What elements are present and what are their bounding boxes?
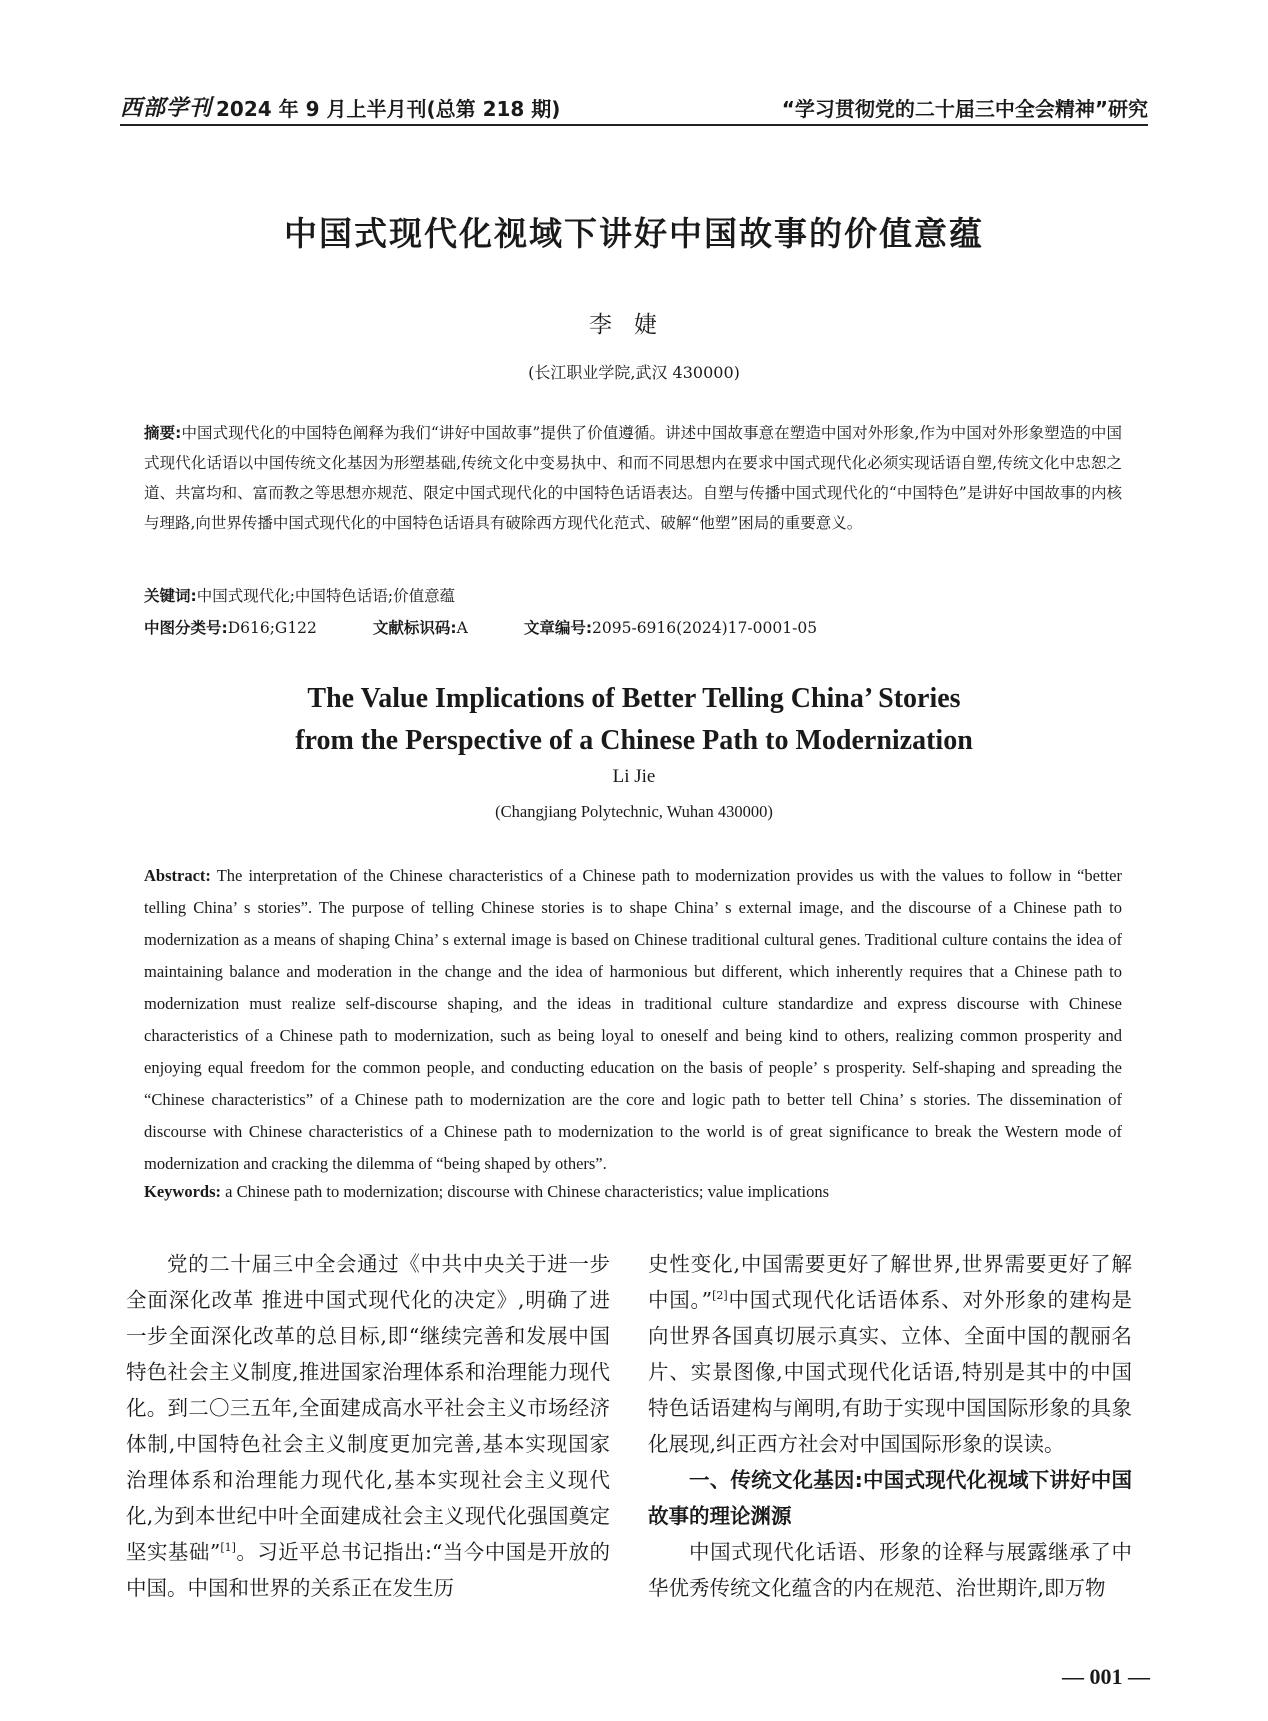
abstract-en-label: Abstract: xyxy=(144,866,211,885)
paper-title-cn: 中国式现代化视域下讲好中国故事的价值意蕴 xyxy=(284,214,984,253)
clc-value: D616;G122 xyxy=(227,619,317,637)
clc-label: 中图分类号: xyxy=(144,619,228,637)
article-no-value: 2095-6916(2024)17-0001-05 xyxy=(592,619,818,637)
citation-ref[interactable]: [1] xyxy=(220,1541,236,1554)
affiliation-en: (Changjiang Polytechnic, Wuhan 430000) xyxy=(495,802,773,821)
body-column-right xyxy=(648,1246,1132,1606)
keywords-cn-label: 关键词: xyxy=(144,587,197,605)
body-paragraph xyxy=(126,1246,610,1606)
title-en-line1: The Value Implications of Better Telling China’ Stories xyxy=(307,683,961,714)
abstract-cn xyxy=(144,418,1122,538)
article-no-label: 文章编号: xyxy=(523,619,593,637)
citation-ref[interactable]: [2] xyxy=(712,1289,728,1302)
doc-code-label: 文献标识码: xyxy=(372,619,457,637)
abstract-cn-text: 中国式现代化的中国特色阐释为我们“讲好中国故事”提供了价值遵循。讲述中国故事意在塑造中国对外形象,作为中国对外形象塑造的中国式现代化话语以中国传统文化基因为形塑基础,传统文化中变易执中、和而不同思想内在要求中国式现代化必须实现话语自塑,传统文化中忠恕之道、共富均和、富而教之等思想亦规范、限定中国式现代化的中国特色话语表达。自塑与传播中国式现代化的“中国特色”是讲好中国故事的内核与理路,向世界传播中国式现代化的中国特色话语具有破除西方现代化范式、破解“他塑”困局的重要意义。 xyxy=(144,424,1122,532)
journal-issue xyxy=(120,91,560,122)
running-header xyxy=(120,82,1148,122)
abstract-cn-label: 摘要: xyxy=(144,424,182,442)
doc-code-value: A xyxy=(456,619,468,637)
body-text: 史性变化,中国需要更好了解世界,世界需要更好了解中国。” xyxy=(648,1252,1132,1312)
journal-logo: 西部学刊 xyxy=(120,95,213,121)
keywords-en-text: a Chinese path to modernization; discourse with Chinese characteristics; value implications xyxy=(225,1182,830,1201)
author-cn: 李婕 xyxy=(589,312,679,338)
body-paragraph: 中国式现代化话语、形象的诠释与展露继承了中华优秀传统文化蕴含的内在规范、治世期许,即万物 xyxy=(648,1540,1132,1600)
column-title: “学习贯彻党的二十届三中全会精神”研究 xyxy=(781,97,1148,121)
keywords-en-label: Keywords: xyxy=(144,1182,221,1201)
keywords-en xyxy=(144,1182,1122,1202)
keywords-cn-text: 中国式现代化;中国特色话语;价值意蕴 xyxy=(196,587,456,605)
paper-title-en xyxy=(0,678,1268,762)
classification-line xyxy=(144,616,1124,638)
body-text: 党的二十届三中全会通过《中共中央关于进一步全面深化改革 推进中国式现代化的决定》,明确了进一步全面深化改革的总目标,即“继续完善和发展中国特色社会主义制度,推进国家治理体系和治理能力现代化。到二〇三五年,全面建成高水平社会主义市场经济体制,中国特色社会主义制度更加完善,基本实现国家治理体系和治理能力现代化,基本实现社会主义现代化,为到本世纪中叶全面建成社会主义现代化强国奠定坚实基础” xyxy=(126,1252,610,1564)
author-en: Li Jie xyxy=(612,766,656,787)
affiliation-cn: (长江职业学院,武汉 430000) xyxy=(528,363,740,382)
abstract-en-text: The interpretation of the Chinese characteristics of a Chinese path to modernization provides us with the values to follow in “better telling China’ s stories”. The purpose of telling Chinese stories is to shape China’ s external image, and the discourse of a Chinese path to modernization as a means of shaping China’ s external image is based on Chinese traditional cultural genes. Traditional culture contains the idea of maintaining balance and moderation in the change and the idea of harmonious but different, which inherently requires that a Chinese path to modernization must realize self-discourse shaping, and the ideas in traditional culture standardize and express discourse with Chinese characteristics of a Chinese path to modernization, such as being loyal to oneself and being kind to others, realizing common prosperity and enjoying equal freedom for the common people, and conducting education on the basis of people’ s prosperity. Self-shaping and spreading the “Chinese characteristics” of a Chinese path to modernization are the core and logic path to better tell China’ s stories. The dissemination of discourse with Chinese characteristics of a Chinese path to modernization to the world is of great significance to break the Western mode of modernization and cracking the dilemma of “being shaped by others”. xyxy=(144,866,1122,1173)
page-number: — 001 — xyxy=(1062,1664,1150,1689)
header-divider xyxy=(120,124,1148,126)
abstract-en xyxy=(144,860,1122,1180)
body-text: 中国式现代化话语体系、对外形象的建构是向世界各国真切展示真实、立体、全面中国的靓丽名片、实景图像,中国式现代化话语,特别是其中的中国特色话语建构与阐明,有助于实现中国国际形象的具象化展现,纠正西方社会对中国国际形象的误读。 xyxy=(648,1288,1133,1456)
body-text: 。习近平总书记指出:“当今中国是开放的中国。中国和世界的关系正在发生历 xyxy=(126,1540,610,1600)
section-heading: 一、传统文化基因:中国式现代化视域下讲好中国故事的理论渊源 xyxy=(648,1468,1132,1528)
issue-info: 2024 年 9 月上半月刊(总第 218 期) xyxy=(216,97,561,121)
body-column-left xyxy=(126,1246,610,1606)
body-paragraph xyxy=(648,1246,1132,1462)
keywords-cn xyxy=(144,584,455,606)
title-en-line2: from the Perspective of a Chinese Path to Modernization xyxy=(295,725,973,756)
